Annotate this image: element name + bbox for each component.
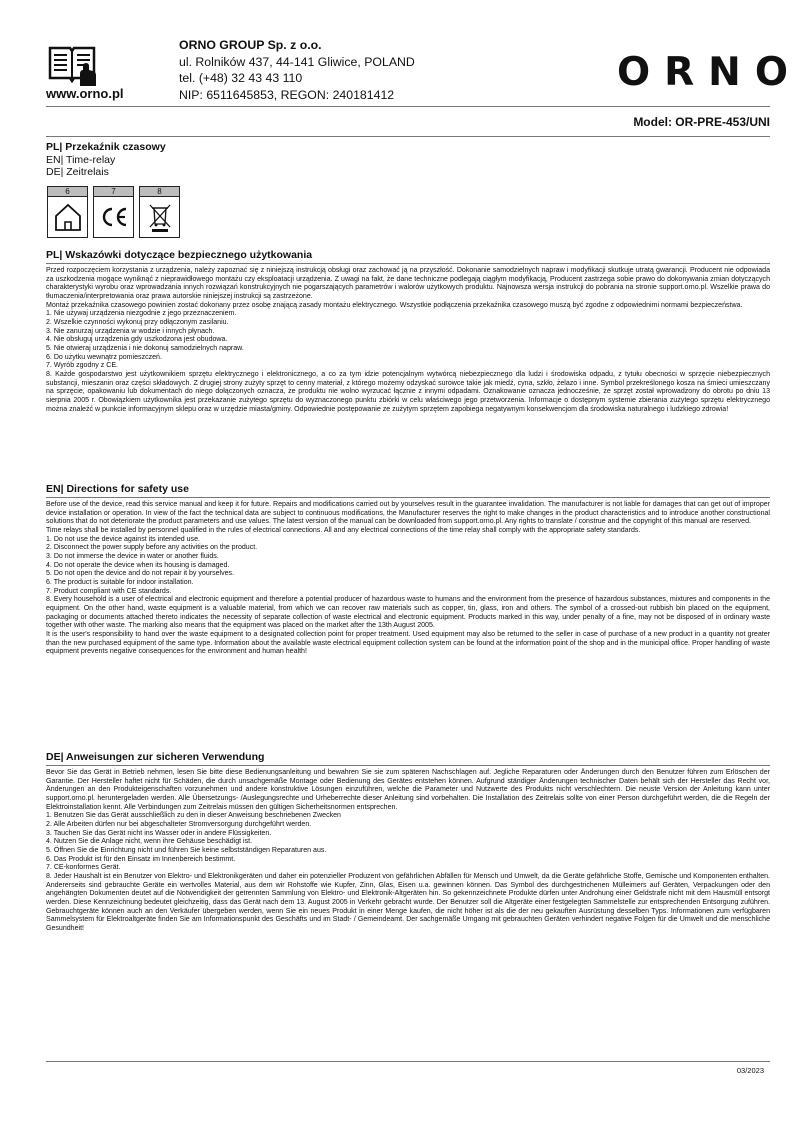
paragraph: Time relays shall be installed by personnel qualified in the rules of electrical connections. All and any electrical connections of the time relay shall comply with the appropriate safety standards. bbox=[46, 526, 641, 534]
list-item: 6. The product is suitable for indoor installation. bbox=[46, 578, 194, 586]
list-item: 8. Jeder Haushalt ist ein Benutzer von Elektro- und Elektronikgeräten und daher ein potenzieller Produzent von gefährlichen Abfällen für Mensch und Umwelt, da die Geräte gefährliche Stoffe, Gemische und Komponenten enthalten. Andererseits sind gebrauchte Geräte ein wertvolles Material, aus dem wir Rohstoffe wie Kupfer, Zinn, Glas, Eisen u.a. gewinnen können. Das Symbol des durchgestrichenen Mülleimers auf Geräten, Verpackungen oder den angehängten Dokumenten deutet auf die Notwendigkeit der getrennten Sammlung von Elektro- und Elektronik-Altgeräten hin. So gekennzeichnete Produkte dürfen unter Androhung einer Geldstrafe nicht mit dem Hausmüll entsorgt werden. Diese Kennzeichnung bedeutet gleichzeitig, dass das Gerät nach dem 13. August 2005 in Verkehr gebracht wurde. Der Benutzer soll die Altgeräte einer festgelegten Sammelstelle zur entsprechenden Entsorgung zuführen. Gebrauchtgeräte können auch an den Verkäufer übergeben werden, wenn Sie ein neues Produkt in einer Menge kaufen, die nicht höher ist als die der neu gekauften Ausrüstung desselben Typs. Informationen zum verfügbaren Sammelsystem für Elektroaltgeräte finden Sie am Informationspunkt des Geschäfts und im Stadt- / Gemeindeamt. Der sachgemäße Umgang mit gebrauchten Geräten verhindert negative Folgen für die Umwelt und die menschliche Gesundheit! bbox=[46, 872, 770, 932]
section-en-title: EN| Directions for safety use bbox=[46, 483, 770, 498]
paragraph: Before use of the device, read this service manual and keep it for future. Repairs and modifications carried out by yourselves result in the guarantee invalidation. The manufacturer is not liable for damages that can get out of improper device installation or operation. In view of the fact the technical data are subject to continuous modifications, the Manufacturer reserves the right to make changes in the product characteristics and to introduce another constructional solutions that do not deteriorate the product parameters and use values. The latest version of the manual can be downloaded from support.orno.pl. Any rights to translate / construe and the copyright of this manual are reserved. bbox=[46, 501, 770, 526]
paragraph: Przed rozpoczęciem korzystania z urządzenia, należy zapoznać się z niniejszą instrukcją obsługi oraz zachować ją na przyszłość. Dokonanie samodzielnych napraw i modyfikacji skutkuje utratą gwarancji. Producent nie odpowiada za uszkodzenia mogące wyniknąć z nieprawidłowego montażu czy eksploatacji urządzenia. Z uwagi na fakt, że dane techniczne podlegają ciągłym modyfikacją, Producent zastrzega sobie prawo do dokonywania zmian dotyczących charakterystyki wyrobu oraz wprowadzania innych rozwiązań konstrukcyjnych nie pogarszających parametrów i walorów użytkowych produktu. Najnowsza wersja instrukcji do pobrania na stronie support.orno.pl. Wszelkie prawa do tłumaczenia/interpretowania oraz prawa autorskie niniejszej instrukcji są zastrzeżone. bbox=[46, 267, 770, 300]
section-pl-title: PL| Wskazówki dotyczące bezpiecznego użytkowania bbox=[46, 249, 770, 264]
ce-mark-icon bbox=[99, 200, 129, 234]
badge-number: 6 bbox=[48, 187, 87, 197]
list-item: 8. Każde gospodarstwo jest użytkownikiem sprzętu elektrycznego i elektronicznego, a co za tym idzie potencjalnym wytwórcą niebezpiecznego dla ludzi i środowiska odpadu, z tytułu obecności w sprzęcie niebezpiecznych substancji, mieszanin oraz części składowych. Z drugiej strony zużyty sprzęt to cenny materiał, z którego możemy odzyskać surowce takie jak miedź, cyna, szkło, żelazo i inne. Symbol przekreślonego kosza na śmieci umieszczany na sprzęcie, opakowaniu lub dokumentach do niego dołączonych oznacza, że produktu nie wolno wyrzucać łącznie z innymi odpadami. Oznakowanie oznacza jednocześnie, że sprzęt został wprowadzony do obrotu po dniu 13 sierpnia 2005 r. Obowiązkiem użytkownika jest przekazanie zużytego sprzętu do wyznaczonego punktu zbiórki w celu właściwego jego przetworzenia. Informacje o dostępnym systemie zbierania zużytego sprzętu elektrycznego można znaleźć w punkcie informacyjnym sklepu oraz w urzędzie miasta/gminy. Odpowiednie postępowanie ze zużytym sprzętem zapobiega negatywnym konsekwencjom dla środowiska naturalnego i ludzkiego zdrowia! bbox=[46, 370, 770, 413]
company-tax-ids: NIP: 6511645853, REGON: 240181412 bbox=[179, 87, 395, 102]
list-item: 8. Every household is a user of electrical and electronic equipment and therefore a potential producer of hazardous waste to humans and the environment from the presence of hazardous substances, mixtures and components in the equipment. On the other hand, waste equipment is a valuable material, from which we can recover raw materials such as copper, tin, glass, iron and others. The symbol of a crossed-out rubbish bin placed on the equipment, packaging or documents attached thereto indicates the necessity of separate collection of waste electrical and electronic equipment. Products marked in this way, under penalty of a fine, may not be disposed of in ordinary waste together with other waste. The marking also means that the equipment was placed on the market after the 13th August 2005. bbox=[46, 596, 770, 630]
list-item: 6. Das Produkt ist für den Einsatz im Innenbereich bestimmt. bbox=[46, 855, 236, 863]
footer-divider bbox=[46, 1061, 770, 1062]
paragraph: It is the user's responsibility to hand over the waste equipment to a designated collection point for proper treatment. Used equipment may also be returned to the seller in case of purchase of a new product in a quantity not greater than the new purchased equipment of the same type. Information about the available waste electrical equipment collection system can be found at the information point of the shop and in the municipal office. Proper handling of waste equipment prevents negative consequences for the environment and human health! bbox=[46, 630, 770, 656]
model-divider bbox=[46, 136, 770, 137]
list-item: 5. Nie otwieraj urządzenia i nie dokonuj samodzielnych napraw. bbox=[46, 344, 244, 352]
crossed-bin-icon bbox=[145, 200, 175, 234]
product-titles bbox=[46, 141, 166, 179]
list-item: 1. Benutzen Sie das Gerät ausschließlich zu den in dieser Anweisung beschriebenen Zwecken bbox=[46, 812, 341, 820]
list-item: 7. CE-konformes Gerät. bbox=[46, 864, 121, 872]
list-item: 4. Nutzen Sie die Anlage nicht, wenn ihre Gehäuse beschädigt ist. bbox=[46, 838, 253, 846]
section-de bbox=[46, 751, 770, 933]
list-item: 1. Do not use the device against its intended use. bbox=[46, 535, 200, 543]
list-item: 4. Nie obsługuj urządzenia gdy uszkodzona jest obudowa. bbox=[46, 336, 228, 344]
section-en bbox=[46, 483, 770, 657]
section-pl-body bbox=[46, 267, 770, 414]
list-item: 2. Alle Arbeiten dürfen nur bei abgeschalteter Stromversorgung durchgeführt werden. bbox=[46, 820, 312, 828]
badge-indoor bbox=[47, 186, 88, 238]
symbol-badges bbox=[47, 186, 180, 238]
company-name: ORNO GROUP Sp. z o.o. bbox=[179, 38, 322, 52]
section-en-body bbox=[46, 501, 770, 657]
list-item: 3. Nie zanurzaj urządzenia w wodzie i innych płynach. bbox=[46, 327, 215, 335]
document-date: 03/2023 bbox=[736, 1066, 764, 1075]
indoor-house-icon bbox=[53, 200, 83, 234]
list-item: 2. Wszelkie czynności wykonuj przy odłączonym zasilaniu. bbox=[46, 318, 229, 326]
list-item: 7. Wyrób zgodny z CE. bbox=[46, 362, 119, 370]
company-phone: tel. (+48) 32 43 43 110 bbox=[179, 71, 303, 85]
title-de: DE| Zeitrelais bbox=[46, 166, 109, 178]
website-url[interactable]: www.orno.pl bbox=[46, 86, 124, 101]
model-number: Model: OR-PRE-453/UNI bbox=[633, 115, 770, 129]
badge-ce bbox=[93, 186, 134, 238]
document-header bbox=[0, 0, 802, 110]
list-item: 6. Do użytku wewnątrz pomieszczeń. bbox=[46, 353, 162, 361]
badge-number: 7 bbox=[94, 187, 133, 197]
company-info bbox=[179, 37, 415, 103]
list-item: 5. Öffnen Sie die Einrichtung nicht und führen Sie keine selbstständigen Reparaturen aus. bbox=[46, 846, 327, 854]
section-de-body bbox=[46, 769, 770, 933]
section-de-title: DE| Anweisungen zur sicheren Verwendung bbox=[46, 751, 770, 766]
title-pl: PL| Przekaźnik czasowy bbox=[46, 141, 166, 153]
list-item: 3. Do not immerse the device in water or another fluids. bbox=[46, 552, 219, 560]
list-item: 5. Do not open the device and do not repair it by yourselves. bbox=[46, 570, 235, 578]
list-item: 2. Disconnect the power supply before any activities on the product. bbox=[46, 544, 258, 552]
manual-book-hand-icon bbox=[47, 44, 97, 86]
list-item: 4. Do not operate the device when its housing is damaged. bbox=[46, 561, 230, 569]
paragraph: Montaż przekaźnika czasowego powinien zostać dokonany przez osobę znającą zasady montażu elektrycznego. Wszystkie podłączenia przekaźnika czasowego muszą być zgodne z odpowiednimi normami bezpieczeństwa. bbox=[46, 301, 743, 309]
section-pl bbox=[46, 249, 770, 414]
badge-weee bbox=[139, 186, 180, 238]
title-en: EN| Time-relay bbox=[46, 153, 116, 166]
company-address: ul. Rolników 437, 44-141 Gliwice, POLAND bbox=[179, 54, 415, 69]
list-item: 7. Product compliant with CE standards. bbox=[46, 587, 172, 595]
orno-logo: ORNO bbox=[617, 50, 802, 95]
list-item: 3. Tauchen Sie das Gerät nicht ins Wasser oder in andere Flüssigkeiten. bbox=[46, 829, 272, 837]
list-item: 1. Nie używaj urządzenia niezgodnie z jego przeznaczeniem. bbox=[46, 310, 237, 318]
paragraph: Bevor Sie das Gerät in Betrieb nehmen, lesen Sie bitte diese Bedienungsanleitung und bewahren Sie sie zum späteren Nachschlagen auf. Jegliche Reparaturen oder Änderungen durch den Benutzer führen zum Erlöschen der Garantie. Der Hersteller haftet nicht für Schäden, die durch unsachgemäße Montage oder Bedienung des Gerätes entstehen können. Aufgrund ständiger Änderungen technischer Daten behält sich der Hersteller das Recht vor, Änderungen an den Produkteigenschaften vorzunehmen und andere konstruktive Lösungen einzuführen, welche die Parameter und Nutzwerte des Produkts nicht verschlechtern. Die neuste Version der Anleitung kann unter support.orno.pl. heruntergeladen werden. Alle Übersetzungs- /Auslegungsrechte und Urheberrechte dieser Anleitung sind vorbehalten. Die Installation des Zeitrelais sollte von einer Person durchgeführt werden, die die Regeln der Elektroinstallation kennt. Alle Verbindungen zum Zeitrelais müssen den gültigen Sicherheitsnormen entsprechen. bbox=[46, 769, 770, 811]
badge-number: 8 bbox=[140, 187, 179, 197]
header-divider bbox=[46, 106, 770, 107]
